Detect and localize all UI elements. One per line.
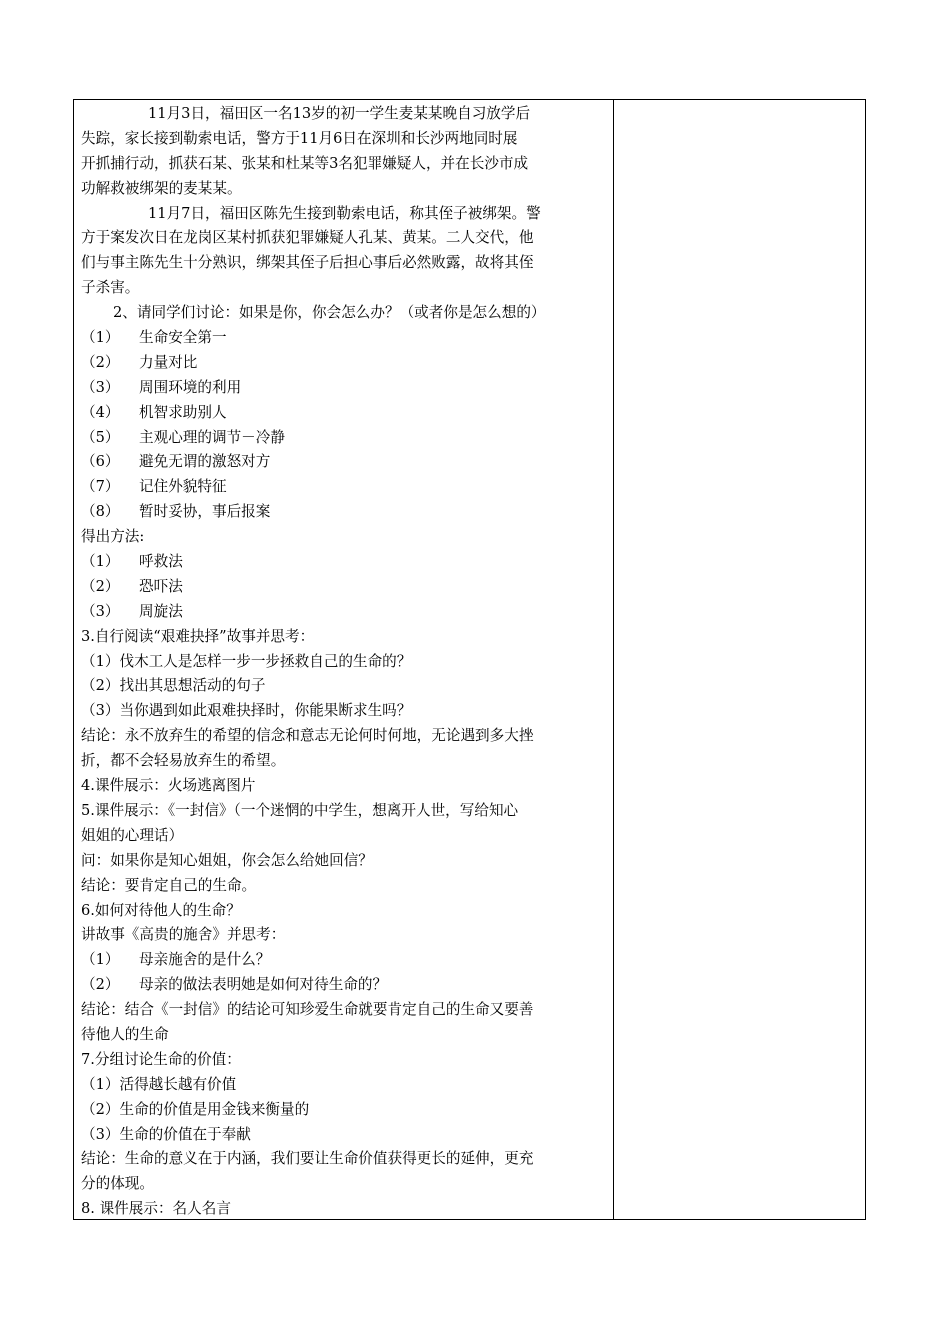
text-line: 分的体现。 <box>81 1175 154 1193</box>
list-item <box>81 376 609 401</box>
list-item <box>81 450 609 475</box>
list-item <box>81 426 609 451</box>
text-line: 们与事主陈先生十分熟识，绑架其侄子后担心事后必然败露，故将其侄 <box>81 254 534 272</box>
list-item <box>81 351 609 376</box>
item-text: 周旋法 <box>139 602 183 620</box>
item-text: 母亲的做法表明她是如何对待生命的？ <box>139 976 388 994</box>
item-text: 周围环境的利用 <box>139 378 242 396</box>
text-line: 11月7日，福田区陈先生接到勒索电话，称其侄子被绑架。警 <box>148 204 541 222</box>
item-number: （6） <box>81 453 120 471</box>
item-text: 主观心理的调节－冷静 <box>139 428 285 446</box>
lesson-table <box>73 99 866 1220</box>
item-number: （4） <box>81 403 120 421</box>
item-number: （7） <box>81 478 120 496</box>
item-text: 暂时妥协，事后报案 <box>139 503 271 521</box>
text-line: 6.如何对待他人的生命？ <box>81 901 241 919</box>
list-item <box>81 550 609 575</box>
text-line: （2）找出其思想活动的句子 <box>81 677 266 695</box>
text-line: 结论：永不放弃生的希望的信念和意志无论何时何地，无论遇到多大挫 <box>81 727 534 745</box>
item-number: （2） <box>81 976 120 994</box>
item-text: 力量对比 <box>139 353 198 371</box>
list-item <box>81 500 609 525</box>
text-line: 折，都不会轻易放弃生的希望。 <box>81 752 286 770</box>
text-line: 结论：要肯定自己的生命。 <box>81 876 257 894</box>
item-text: 记住外貌特征 <box>139 478 227 496</box>
item-number: （3） <box>81 602 120 620</box>
text-line: 功解救被绑架的麦某某。 <box>81 179 242 197</box>
list-item <box>81 326 609 351</box>
text-line: 开抓捕行动，抓获石某、张某和杜某等3名犯罪嫌疑人，并在长沙市成 <box>81 154 529 172</box>
text-line: 7.分组讨论生命的价值： <box>81 1050 241 1068</box>
list-item <box>81 973 609 998</box>
item-text: 母亲施舍的是什么？ <box>139 951 271 969</box>
text-line: 待他人的生命 <box>81 1025 169 1043</box>
text-line: 方于案发次日在龙岗区某村抓获犯罪嫌疑人孔某、黄某。二人交代，他 <box>81 229 534 247</box>
text-line: 4.课件展示：火场逃离图片 <box>81 777 256 795</box>
item-text: 恐吓法 <box>139 577 183 595</box>
item-number: （1） <box>81 553 120 571</box>
text-line: 结论：生命的意义在于内涵，我们要让生命价值获得更长的延伸，更充 <box>81 1150 534 1168</box>
item-text: 机智求助别人 <box>139 403 227 421</box>
list-item <box>81 401 609 426</box>
notes-cell <box>614 100 865 1219</box>
text-line: 结论：结合《一封信》的结论可知珍爱生命就要肯定自己的生命又要善 <box>81 1001 534 1019</box>
text-line: 2、请同学们讨论：如果是你，你会怎么办？（或者你是怎么想的） <box>113 304 546 322</box>
text-line: 8. 课件展示：名人名言 <box>81 1200 231 1218</box>
item-text: 生命安全第一 <box>139 329 227 347</box>
text-line: （2）生命的价值是用金钱来衡量的 <box>81 1100 310 1118</box>
item-text: 避免无谓的激怒对方 <box>139 453 271 471</box>
list-item <box>81 575 609 600</box>
text-line: （3）生命的价值在于奉献 <box>81 1125 251 1143</box>
lesson-text <box>81 102 609 1222</box>
text-line: 子杀害。 <box>81 279 140 297</box>
item-number: （8） <box>81 503 120 521</box>
text-line: （1）活得越长越有价值 <box>81 1075 237 1093</box>
item-number: （2） <box>81 353 120 371</box>
text-line: 失踪，家长接到勒索电话，警方于11月6日在深圳和长沙两地同时展 <box>81 129 518 147</box>
text-line: （3）当你遇到如此艰难抉择时，你能果断求生吗？ <box>81 702 412 720</box>
item-number: （1） <box>81 951 120 969</box>
text-line: 讲故事《高贵的施舍》并思考： <box>81 926 286 944</box>
item-text: 呼救法 <box>139 553 183 571</box>
text-line: 11月3日，福田区一名13岁的初一学生麦某某晚自习放学后 <box>148 105 531 122</box>
lesson-content-cell <box>74 100 614 1219</box>
item-number: （2） <box>81 577 120 595</box>
item-number: （1） <box>81 329 120 347</box>
text-line: 3.自行阅读“艰难抉择”故事并思考： <box>81 627 315 645</box>
text-line: 问：如果你是知心姐姐，你会怎么给她回信？ <box>81 851 373 869</box>
text-line: （1）伐木工人是怎样一步一步拯救自己的生命的？ <box>81 652 412 670</box>
list-item <box>81 600 609 625</box>
item-number: （3） <box>81 378 120 396</box>
item-number: （5） <box>81 428 120 446</box>
text-line: 得出方法: <box>81 528 145 546</box>
text-line: 姐姐的心理话） <box>81 826 184 844</box>
text-line: 5.课件展示：《一封信》（一个迷惘的中学生，想离开人世，写给知心 <box>81 801 519 819</box>
list-item <box>81 475 609 500</box>
list-item <box>81 948 609 973</box>
